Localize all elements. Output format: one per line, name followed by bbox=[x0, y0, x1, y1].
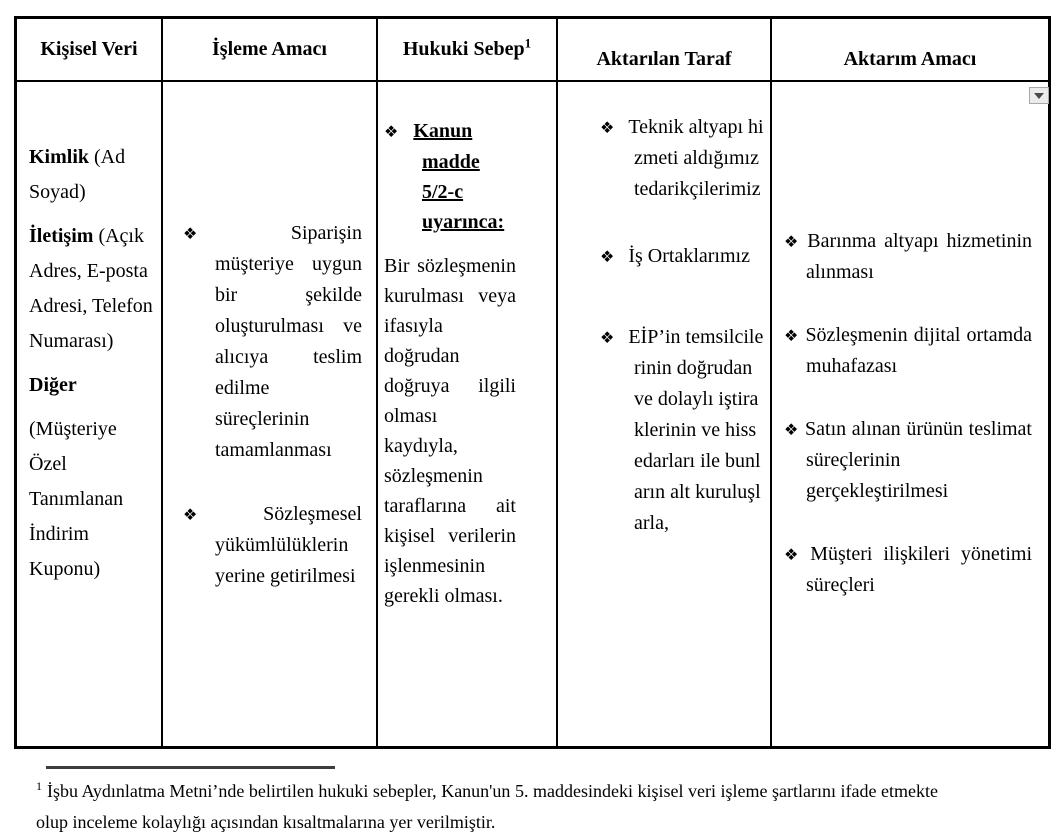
body-cell-kisisel-veri[interactable] bbox=[17, 82, 163, 746]
bullet-item: ❖ Sözleşmenin dijital ortamda muhafazası bbox=[784, 324, 1032, 377]
data-category-iletisim: İletişim (Açık Adres, E-posta Adresi, Telefon Numarası) bbox=[29, 225, 153, 352]
bullet-item: ❖ EİP’in temsilcilerinin doğrudan ve dolaylı iştiraklerinin ve hissedarları ile bunların alt kuruluşlarla, bbox=[600, 326, 764, 534]
body-cell-aktarilan-taraf[interactable] bbox=[558, 82, 772, 746]
chevron-down-icon bbox=[1034, 93, 1044, 99]
header-label-aktarilan-taraf: Aktarılan Taraf bbox=[596, 48, 732, 70]
diamond-bullet-icon: ❖ bbox=[784, 232, 802, 251]
header-cell-aktarim-amaci[interactable] bbox=[772, 19, 1048, 82]
body-cell-aktarim-amaci[interactable] bbox=[772, 82, 1048, 746]
footnote-text: $^1$ İşbu Aydınlatma Metni’nde belirtilen hukuki sebepler, Kanun'un 5. maddesindeki kişisel veri işleme şartlarını ifade etmekte olup inceleme kolaylığı açısından kısaltmalarına yer verilmiştir. bbox=[36, 779, 938, 832]
bullet-item: ❖ Müşteri ilişkileri yönetimi süreçleri bbox=[784, 543, 1032, 596]
bullet-item: ❖ Satın alınan ürünün teslimat süreçlerinin gerçekleştirilmesi bbox=[784, 418, 1032, 502]
table-dropdown-button[interactable] bbox=[1029, 87, 1049, 104]
diamond-bullet-icon: ❖ bbox=[384, 122, 399, 141]
bullet-item: ❖ İş Ortaklarımız bbox=[600, 245, 750, 267]
bullet-item: ❖ Barınma altyapı hizmetinin alınması bbox=[784, 230, 1033, 283]
header-cell-aktarilan-taraf[interactable] bbox=[558, 19, 772, 82]
body-cell-isleme-amaci[interactable] bbox=[163, 82, 378, 746]
header-label-kisisel-veri: Kişisel Veri bbox=[40, 38, 138, 60]
diamond-bullet-icon: ❖ bbox=[600, 328, 615, 347]
diamond-bullet-icon: ❖ bbox=[183, 505, 251, 524]
diamond-bullet-icon: ❖ bbox=[784, 326, 800, 345]
diamond-bullet-icon: ❖ bbox=[784, 545, 805, 564]
footnote-reference-marker: 1 bbox=[524, 35, 532, 51]
data-category-kimlik: Kimlik (Ad Soyad) bbox=[29, 146, 126, 203]
header-cell-hukuki-sebep[interactable] bbox=[378, 19, 558, 82]
header-label-aktarim-amaci: Aktarım Amacı bbox=[843, 48, 977, 70]
diamond-bullet-icon: ❖ bbox=[784, 420, 800, 439]
header-label-isleme-amaci: İşleme Amacı bbox=[212, 38, 327, 60]
personal-data-table bbox=[14, 16, 1051, 749]
footnote-separator bbox=[46, 766, 335, 769]
header-label-hukuki-sebep: Hukuki Sebep$^1$ bbox=[402, 35, 532, 60]
data-category-diger: Diğer bbox=[29, 374, 77, 396]
footnote-number: 1 bbox=[36, 779, 42, 793]
header-cell-isleme-amaci[interactable] bbox=[163, 19, 378, 82]
diamond-bullet-icon: ❖ bbox=[183, 224, 278, 243]
bullet-item: ❖ Teknik altyapı hizmeti aldığımız tedarikçilerimiz bbox=[600, 116, 764, 200]
bullet-item: ❖ Siparişin müşteriye uygun bir şekilde oluşturulması ve alıcıya teslim edilme süreçlerinin tamamlanması bbox=[183, 222, 362, 461]
body-cell-hukuki-sebep[interactable] bbox=[378, 82, 558, 746]
diamond-bullet-icon: ❖ bbox=[600, 247, 615, 266]
data-category-diger-detail: (Müşteriye Özel Tanımlanan İndirim Kuponu) bbox=[29, 418, 124, 580]
header-cell-kisisel-veri[interactable] bbox=[17, 19, 163, 82]
legal-basis-paragraph: Bir sözleşmenin kurulması veya ifasıyla doğrudan doğruya ilgili olması kaydıyla, sözleşmenin taraflarına ait kişisel verilerin işlenmesinin gerekli olması. bbox=[384, 255, 516, 607]
bullet-item-legal-basis-heading: ❖ Kanun madde 5/2-c uyarınca: bbox=[384, 120, 505, 233]
diamond-bullet-icon: ❖ bbox=[600, 118, 615, 137]
bullet-item: ❖ Sözleşmesel yükümlülüklerin yerine getirilmesi bbox=[183, 503, 362, 587]
